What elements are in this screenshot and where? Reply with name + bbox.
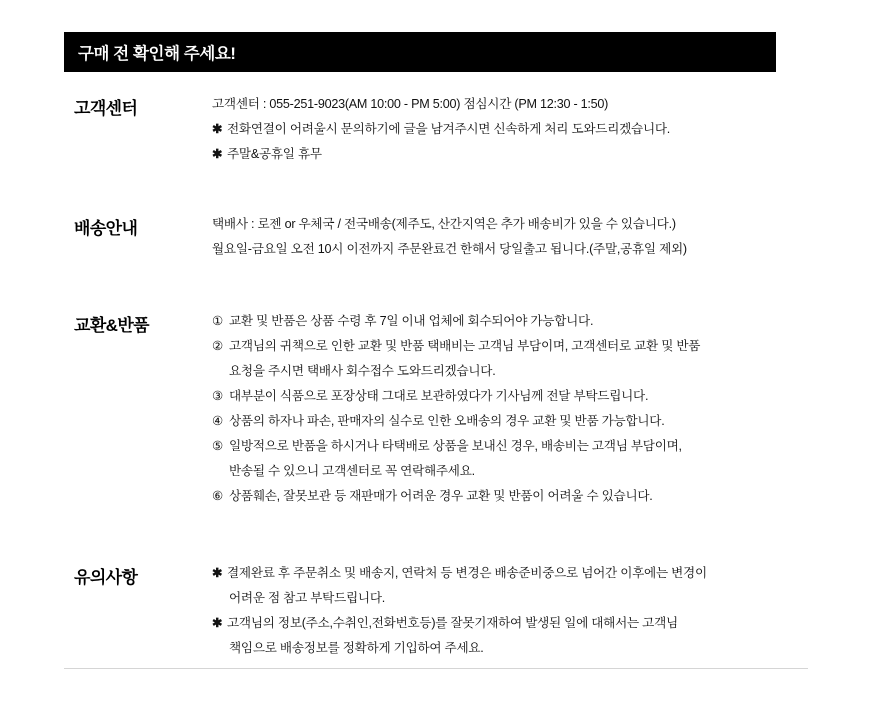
section-body-exchange-return (212, 309, 831, 509)
notice-item (212, 561, 831, 586)
cs-phone-text: 고객센터 : 055-251-9023(AM 10:00 - PM 5:00) 점심시간 (PM 12:30 - 1:50) (212, 97, 609, 111)
footer-divider (64, 668, 808, 669)
section-exchange-return (0, 309, 871, 509)
section-title-notice: 유의사항 (74, 568, 138, 587)
notice-item (212, 611, 831, 636)
number-5-icon: ⑤ (212, 439, 224, 453)
section-body-notice (212, 561, 831, 661)
cs-holiday-text: 주말&공휴일 휴무 (227, 147, 322, 161)
exchange-item-text: 고객님의 귀책으로 인한 교환 및 반품 택배비는 고객님 부담이며, 고객센터로 교환 및 반품 (229, 339, 701, 353)
cs-line-1 (212, 92, 831, 117)
notice-item-text-cont: 어려운 점 참고 부탁드립니다. (229, 591, 385, 605)
page-title: 구매 전 확인해 주세요! (78, 45, 236, 63)
exchange-item-text-cont: 반송될 수 있으니 고객센터로 꼭 연락해주세요. (229, 464, 475, 478)
exchange-item (212, 484, 831, 509)
exchange-item (212, 334, 831, 359)
cs-line-3 (212, 142, 831, 167)
exchange-item-continued (212, 459, 831, 484)
section-notice (0, 561, 871, 661)
notice-item-text: 결제완료 후 주문취소 및 배송지, 연락처 등 변경은 배송준비중으로 넘어간 이후에는 변경이 (227, 566, 707, 580)
exchange-item-text-cont: 요청을 주시면 택배사 회수접수 도와드리겠습니다. (229, 364, 496, 378)
header-banner (64, 32, 776, 72)
asterisk-icon: ✱ (212, 122, 223, 136)
exchange-item-text: 교환 및 반품은 상품 수령 후 7일 이내 업체에 회수되어야 가능합니다. (229, 314, 594, 328)
number-2-icon: ② (212, 339, 224, 353)
asterisk-icon: ✱ (212, 147, 223, 161)
section-body-shipping (212, 212, 831, 262)
asterisk-icon: ✱ (212, 616, 223, 630)
asterisk-icon: ✱ (212, 566, 223, 580)
section-body-customer-center (212, 92, 831, 167)
exchange-item (212, 384, 831, 409)
notice-item-text-cont: 책임으로 배송정보를 정확하게 기입하여 주세요. (229, 641, 484, 655)
exchange-item-continued (212, 359, 831, 384)
section-title-exchange-return: 교환&반품 (74, 316, 149, 335)
cs-line-2 (212, 117, 831, 142)
exchange-item-text: 상품훼손, 잘못보관 등 재판매가 어려운 경우 교환 및 반품이 어려울 수 있습니다. (229, 489, 653, 503)
exchange-item (212, 409, 831, 434)
notice-item-text: 고객님의 정보(주소,수취인,전화번호등)를 잘못기재하여 발생된 일에 대해서는 고객님 (227, 616, 678, 630)
number-1-icon: ① (212, 314, 224, 328)
shipping-line-2: 월요일-금요일 오전 10시 이전까지 주문완료건 한해서 당일출고 됩니다.(주말,공휴일 제외) (212, 242, 687, 256)
number-6-icon: ⑥ (212, 489, 224, 503)
exchange-item (212, 309, 831, 334)
section-shipping (0, 212, 871, 262)
notice-item-continued (212, 586, 831, 611)
exchange-item-text: 일방적으로 반품을 하시거나 타택배로 상품을 보내신 경우, 배송비는 고객님 부담이며, (229, 439, 682, 453)
cs-note-text: 전화연결이 어려울시 문의하기에 글을 남겨주시면 신속하게 처리 도와드리겠습니다. (227, 122, 671, 136)
number-3-icon: ③ (212, 389, 224, 403)
exchange-item-text: 대부분이 식품으로 포장상태 그대로 보관하였다가 기사님께 전달 부탁드립니다. (229, 389, 649, 403)
section-title-customer-center: 고객센터 (74, 99, 138, 118)
number-4-icon: ④ (212, 414, 224, 428)
section-title-shipping: 배송안내 (74, 219, 138, 238)
section-customer-center (0, 92, 871, 167)
exchange-item-text: 상품의 하자나 파손, 판매자의 실수로 인한 오배송의 경우 교환 및 반품 가능합니다. (229, 414, 665, 428)
notice-item-continued (212, 636, 831, 661)
exchange-item (212, 434, 831, 459)
shipping-line-1: 택배사 : 로젠 or 우체국 / 전국배송(제주도, 산간지역은 추가 배송비가 있을 수 있습니다.) (212, 217, 676, 231)
content-area (0, 92, 871, 661)
